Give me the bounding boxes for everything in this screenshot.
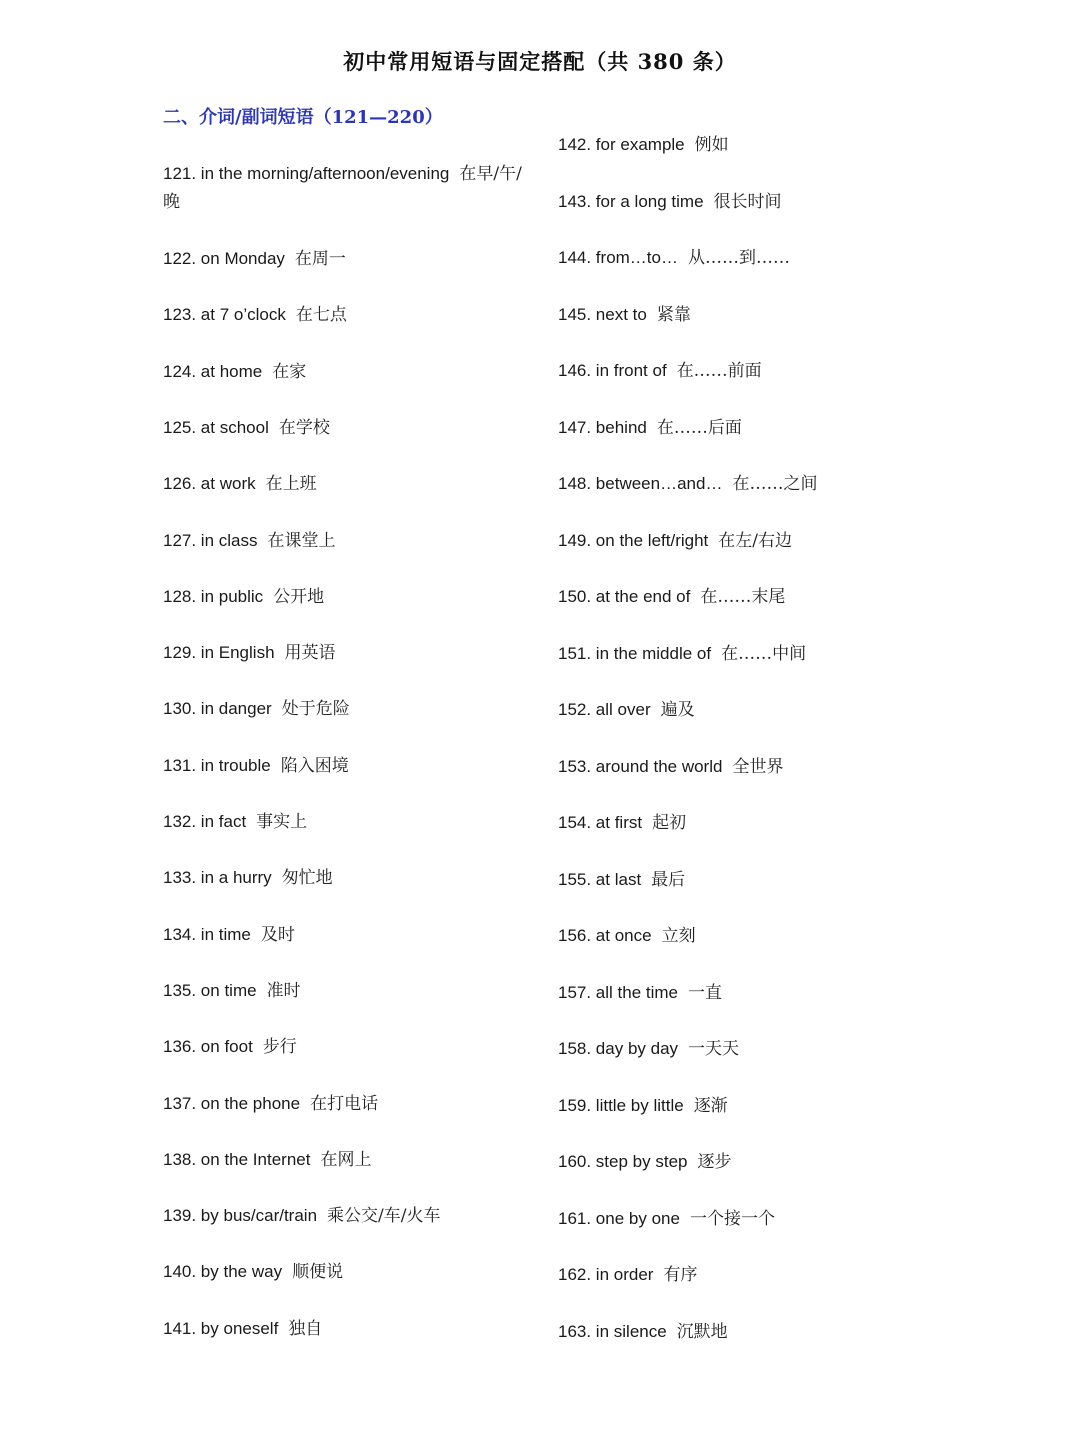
phrase-english: 150. at the end of xyxy=(558,587,691,606)
phrase-english: 140. by the way xyxy=(163,1262,283,1282)
phrase-chinese: 一个接一个 xyxy=(689,1208,775,1229)
phrase-chinese: 在周一 xyxy=(294,249,346,269)
phrase-chinese: 逐渐 xyxy=(693,1095,728,1116)
phrase-chinese: 在打电话 xyxy=(310,1093,379,1114)
phrase-entry xyxy=(558,1205,775,1233)
phrase-english: 134. in time xyxy=(163,924,251,944)
phrase-entry xyxy=(163,977,301,1005)
phrase-entry xyxy=(163,583,324,611)
phrase-entry xyxy=(163,470,317,498)
phrase-english: 139. by bus/car/train xyxy=(163,1206,318,1226)
phrase-entry xyxy=(558,1261,697,1289)
phrase-english: 129. in English xyxy=(163,643,275,663)
phrase-english: 157. all the time xyxy=(558,982,679,1002)
phrase-english: 126. at work xyxy=(163,474,256,494)
phrase-english: 145. next to xyxy=(558,304,647,324)
phrase-english: 128. in public xyxy=(163,586,264,606)
phrase-entry xyxy=(558,753,783,781)
phrase-english: 149. on the left/right xyxy=(558,530,709,550)
phrase-entry xyxy=(558,809,686,837)
phrase-english: 146. in front of xyxy=(558,361,667,380)
phrase-english: 162. in order xyxy=(558,1265,654,1284)
phrase-chinese: 一天天 xyxy=(688,1039,740,1059)
phrase-chinese: 在……中间 xyxy=(721,643,807,664)
phrase-chinese: 遍及 xyxy=(660,700,695,720)
phrase-english: 138. on the Internet xyxy=(163,1149,311,1169)
phrase-chinese: 例如 xyxy=(694,135,729,155)
phrase-entry xyxy=(558,527,792,555)
phrase-entry xyxy=(558,470,817,498)
section-heading: 二、介词/副词短语（121—220） xyxy=(163,107,443,128)
phrase-english: 151. in the middle of xyxy=(558,643,712,663)
phrase-entry xyxy=(558,1035,739,1063)
phrase-english: 135. on time xyxy=(163,980,257,1000)
phrase-english: 131. in trouble xyxy=(163,755,271,775)
phrase-entry xyxy=(558,979,722,1007)
phrase-entry xyxy=(558,696,695,724)
phrase-chinese: 匆忙地 xyxy=(281,868,333,889)
phrase-chinese: 乘公交/车/火车 xyxy=(327,1206,441,1227)
phrase-english: 142. for example xyxy=(558,135,685,154)
phrase-entry xyxy=(163,1202,441,1230)
phrase-chinese: 准时 xyxy=(266,980,301,1001)
phrase-entry xyxy=(558,583,785,611)
phrase-entry xyxy=(163,527,336,555)
phrase-chinese: 事实上 xyxy=(256,812,308,832)
phrase-entry xyxy=(163,752,349,780)
phrase-entry xyxy=(163,414,330,442)
phrase-chinese: 从……到…… xyxy=(688,248,790,268)
phrase-english: 159. little by little xyxy=(558,1095,684,1115)
phrase-english: 124. at home xyxy=(163,361,263,381)
phrase-entry xyxy=(163,808,307,836)
phrase-chinese: 在左/右边 xyxy=(718,530,793,551)
phrase-entry xyxy=(558,357,762,385)
phrase-chinese: 步行 xyxy=(262,1037,297,1058)
phrase-english: 163. in silence xyxy=(558,1321,667,1341)
phrase-english: 132. in fact xyxy=(163,812,247,831)
phrase-english: 161. one by one xyxy=(558,1208,680,1228)
phrase-english: 125. at school xyxy=(163,417,269,437)
phrase-chinese: 用英语 xyxy=(284,643,336,664)
phrase-chinese: 一直 xyxy=(688,982,723,1003)
phrase-english: 160. step by step xyxy=(558,1152,688,1171)
phrase-english: 158. day by day xyxy=(558,1039,679,1058)
phrase-chinese: 沉默地 xyxy=(676,1321,728,1342)
phrase-english: 152. all over xyxy=(558,700,651,719)
phrase-entry xyxy=(163,921,295,949)
phrase-chinese: 很长时间 xyxy=(713,191,782,212)
phrase-english: 156. at once xyxy=(558,926,652,945)
phrase-chinese: 在七点 xyxy=(295,305,347,326)
phrase-english: 133. in a hurry xyxy=(163,868,272,888)
phrase-english: 155. at last xyxy=(558,869,642,889)
phrase-chinese: 在上班 xyxy=(265,474,317,495)
phrase-english: 127. in class xyxy=(163,530,258,550)
phrase-chinese: 陷入困境 xyxy=(280,755,349,776)
phrase-entry xyxy=(163,864,333,892)
phrase-english: 147. behind xyxy=(558,417,647,437)
phrase-entry xyxy=(558,188,782,216)
phrase-chinese: 立刻 xyxy=(661,926,696,946)
phrase-entry xyxy=(558,640,806,668)
phrase-chinese: 在网上 xyxy=(320,1149,372,1170)
phrase-entry xyxy=(558,1318,728,1346)
phrase-entry xyxy=(163,695,350,723)
phrase-entry xyxy=(163,160,525,216)
phrase-chinese: 在……后面 xyxy=(656,417,742,438)
phrase-entry xyxy=(558,244,790,272)
phrase-entry xyxy=(558,414,742,442)
phrase-chinese: 独自 xyxy=(288,1318,323,1339)
phrase-chinese: 紧靠 xyxy=(656,304,691,325)
phrase-entry xyxy=(558,922,696,950)
phrase-chinese: 在家 xyxy=(272,361,307,382)
phrase-english: 148. between…and… xyxy=(558,474,723,493)
phrase-chinese: 逐步 xyxy=(697,1152,732,1172)
phrase-entry xyxy=(163,1090,378,1118)
phrase-entry xyxy=(163,1315,322,1343)
phrase-chinese: 处于危险 xyxy=(281,699,350,720)
phrase-english: 154. at first xyxy=(558,813,643,832)
phrase-english: 122. on Monday xyxy=(163,249,285,268)
phrase-entry xyxy=(163,301,347,329)
phrase-english: 141. by oneself xyxy=(163,1318,279,1338)
phrase-english: 143. for a long time xyxy=(558,191,704,211)
phrase-english: 136. on foot xyxy=(163,1037,253,1057)
phrase-chinese: 在……前面 xyxy=(676,361,762,381)
phrase-english: 121. in the morning/afternoon/evening xyxy=(163,164,450,183)
phrase-chinese: 在课堂上 xyxy=(267,530,336,551)
phrase-chinese: 在学校 xyxy=(278,417,330,438)
phrase-chinese: 在早/午/晚 xyxy=(163,164,522,212)
phrase-english: 130. in danger xyxy=(163,699,272,719)
phrase-chinese: 公开地 xyxy=(273,586,325,607)
phrase-entry xyxy=(558,301,691,329)
phrase-chinese: 最后 xyxy=(651,869,686,890)
page-title: 初中常用短语与固定搭配（共 380 条） xyxy=(343,49,737,74)
phrase-entry xyxy=(163,1258,343,1286)
phrase-chinese: 顺便说 xyxy=(292,1262,344,1283)
phrase-english: 144. from…to… xyxy=(558,248,678,267)
phrase-english: 137. on the phone xyxy=(163,1093,301,1113)
phrase-entry xyxy=(163,1146,371,1174)
phrase-english: 123. at 7 o’clock xyxy=(163,305,286,325)
phrase-entry xyxy=(558,866,685,894)
phrase-chinese: 起初 xyxy=(652,813,687,833)
phrase-english: 153. around the world xyxy=(558,756,723,776)
phrase-entry xyxy=(558,1148,731,1176)
phrase-chinese: 有序 xyxy=(663,1265,698,1285)
phrase-chinese: 全世界 xyxy=(732,756,784,777)
phrase-entry xyxy=(163,639,336,667)
phrase-entry xyxy=(163,358,306,386)
phrase-chinese: 在……末尾 xyxy=(700,587,786,607)
phrase-chinese: 及时 xyxy=(260,924,295,945)
phrase-entry xyxy=(558,131,729,159)
phrase-entry xyxy=(163,1033,297,1061)
phrase-entry xyxy=(558,1092,728,1120)
phrase-entry xyxy=(163,245,346,273)
phrase-chinese: 在……之间 xyxy=(732,474,818,494)
